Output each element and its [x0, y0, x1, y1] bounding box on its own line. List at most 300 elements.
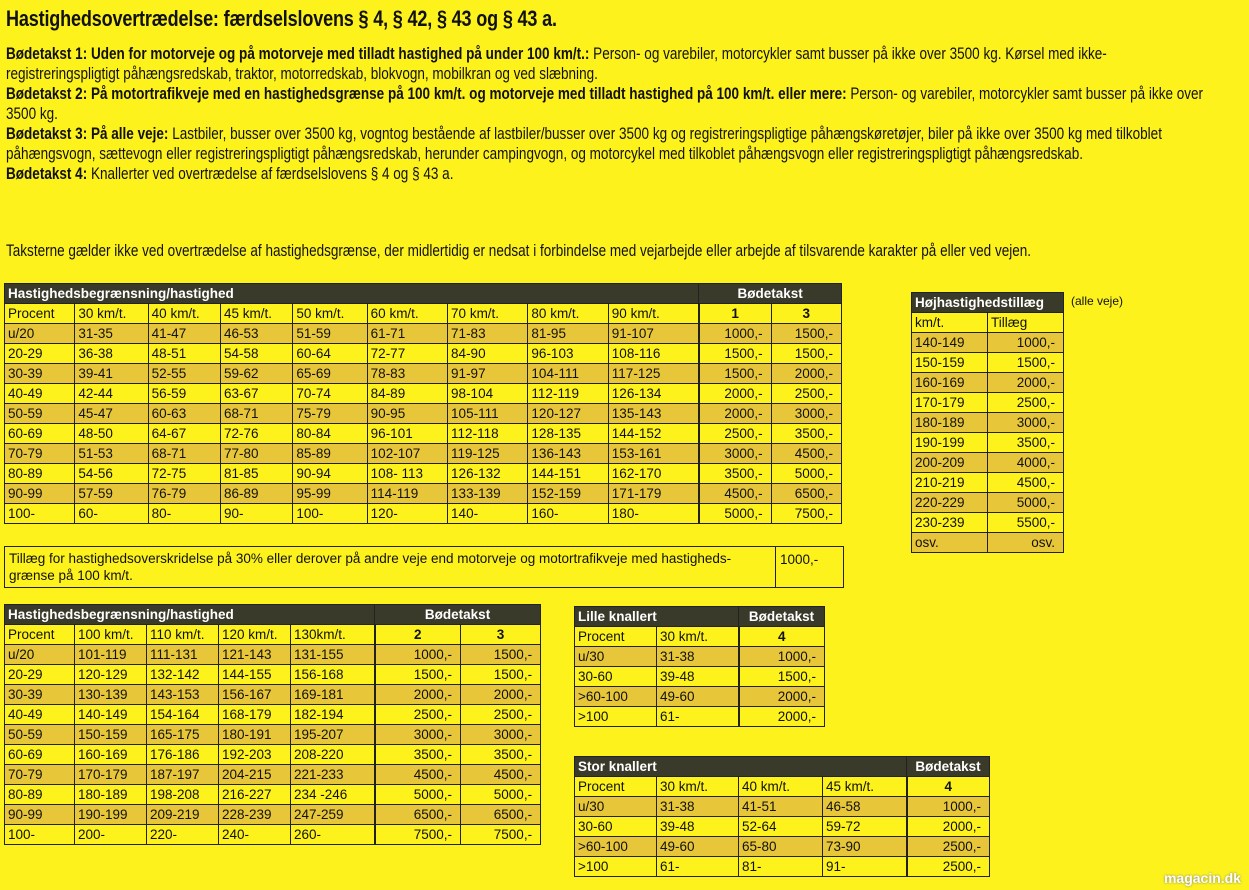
hoj-cell: 200-209: [912, 453, 988, 473]
stor-row: [575, 857, 990, 877]
table2-cell: 247-259: [291, 805, 375, 825]
table1-cell: 84-90: [448, 344, 528, 364]
table2-cell: 7500,-: [375, 825, 461, 845]
table1-cell: 20-29: [5, 344, 75, 364]
table1-cell: 114-119: [367, 484, 447, 504]
table1-cell: 42-44: [75, 384, 148, 404]
hoj-cell: 5500,-: [988, 513, 1064, 533]
table1-cell: 112-119: [528, 384, 608, 404]
stor-cell: 39-48: [657, 817, 739, 837]
lille-cell: 1000,-: [739, 647, 825, 667]
table2-cell: u/20: [5, 645, 75, 665]
table2-cell: 221-233: [291, 765, 375, 785]
table1-cell: 144-152: [608, 424, 698, 444]
table1-cell: 7500,-: [771, 504, 841, 524]
lille-col-0: Procent: [575, 627, 657, 647]
table2-row: [5, 645, 541, 665]
table2-cell: 140-149: [75, 705, 147, 725]
hoj-col-1: Tillæg: [988, 313, 1064, 333]
table2-cell: 3000,-: [375, 725, 461, 745]
table2-col-0: Procent: [5, 625, 75, 645]
stor-cell: 41-51: [739, 797, 823, 817]
table1-cell: 91-107: [608, 324, 698, 344]
hoj-row: [912, 393, 1064, 413]
stor-header-row: [575, 757, 990, 777]
table1-col-8: 90 km/t.: [608, 304, 698, 324]
table1-cell: 68-71: [148, 444, 220, 464]
table1-cell: 5000,-: [771, 464, 841, 484]
table1-cell: 90-95: [367, 404, 447, 424]
surcharge-box: [4, 546, 844, 588]
table2-cell: 220-: [147, 825, 219, 845]
table1-cell: 80-89: [5, 464, 75, 484]
hoj-cell: 3500,-: [988, 433, 1064, 453]
table1-col-2: 40 km/t.: [148, 304, 220, 324]
table1-cell: 80-: [148, 504, 220, 524]
table1-cell: 60-: [75, 504, 148, 524]
lille-cell: 2000,-: [739, 687, 825, 707]
table2-row: [5, 665, 541, 685]
stor-cell: 52-64: [739, 817, 823, 837]
lille-cell: 61-: [657, 707, 739, 727]
table1-cell: 1000,-: [699, 324, 771, 344]
table1-cell: 2000,-: [771, 364, 841, 384]
table1-cell: 72-77: [367, 344, 447, 364]
hoj-row: [912, 353, 1064, 373]
table2-cell: 5000,-: [375, 785, 461, 805]
table2-header-row: [5, 605, 541, 625]
hoj-cell: 220-229: [912, 493, 988, 513]
table1-cell: 100-: [293, 504, 367, 524]
table1-cell: 90-99: [5, 484, 75, 504]
table2-col-3: 120 km/t.: [219, 625, 291, 645]
table2-cell: 144-155: [219, 665, 291, 685]
table1-cell: 171-179: [608, 484, 698, 504]
table1-cell: 51-53: [75, 444, 148, 464]
table1-cell: 104-111: [528, 364, 608, 384]
table1-cell: 31-35: [75, 324, 148, 344]
table2-header-right: Bødetakst: [375, 605, 541, 625]
hoj-cell: 2000,-: [988, 373, 1064, 393]
table1-cell: 54-58: [221, 344, 293, 364]
table2-cell: 50-59: [5, 725, 75, 745]
table1-cell: 108- 113: [367, 464, 447, 484]
hoj-cell: 4500,-: [988, 473, 1064, 493]
table1-cell: 96-101: [367, 424, 447, 444]
table1-col-4: 50 km/t.: [293, 304, 367, 324]
table2-cell: 169-181: [291, 685, 375, 705]
table2-cell: 156-168: [291, 665, 375, 685]
stor-cell: 59-72: [823, 817, 907, 837]
lille-cell: u/30: [575, 647, 657, 667]
table1-col-10: 3: [771, 304, 841, 324]
table1-row: [5, 364, 842, 384]
table1-cell: 52-55: [148, 364, 220, 384]
table2-cell: 190-199: [75, 805, 147, 825]
table1-cell: 128-135: [528, 424, 608, 444]
stor-cell: 46-58: [823, 797, 907, 817]
lille-header-row: [575, 607, 825, 627]
lille-header-left: Lille knallert: [575, 607, 739, 627]
lille-cell: >100: [575, 707, 657, 727]
table1-cell: 70-79: [5, 444, 75, 464]
stor-cell: 2500,-: [907, 857, 990, 877]
table1-cell: 3000,-: [699, 444, 771, 464]
lille-row: [575, 647, 825, 667]
table2-cell: 6500,-: [375, 805, 461, 825]
table2-row: [5, 825, 541, 845]
table1-cell: 59-62: [221, 364, 293, 384]
table1-cell: 63-67: [221, 384, 293, 404]
table1-header-left: Hastighedsbegrænsning/hastighed: [5, 284, 699, 304]
table1-cell: 64-67: [148, 424, 220, 444]
table2-cell: 160-169: [75, 745, 147, 765]
hoj-cell: 230-239: [912, 513, 988, 533]
table1-cell: 136-143: [528, 444, 608, 464]
lille-cell: 31-38: [657, 647, 739, 667]
table2-cell: 132-142: [147, 665, 219, 685]
hoj-cell: 2500,-: [988, 393, 1064, 413]
surcharge-value: 1000,-: [775, 547, 822, 587]
table1-cell: 46-53: [221, 324, 293, 344]
table1-cell: u/20: [5, 324, 75, 344]
table2-cell: 121-143: [219, 645, 291, 665]
intro-paragraph-3: [6, 124, 1220, 164]
table1-cell: 119-125: [448, 444, 528, 464]
intro-text-2: Person- og varebiler, motorcykler samt busser på ikke over 3500 kg.: [6, 85, 1204, 123]
table1-cell: 90-94: [293, 464, 367, 484]
table2-cell: 130-139: [75, 685, 147, 705]
table1-cell: 56-59: [148, 384, 220, 404]
hoj-cell: osv.: [988, 533, 1064, 553]
table1-cell: 39-41: [75, 364, 148, 384]
hoj-cell: 210-219: [912, 473, 988, 493]
hoj-cell: 140-149: [912, 333, 988, 353]
table1-cell: 54-56: [75, 464, 148, 484]
hoj-cell: 160-169: [912, 373, 988, 393]
table2-cell: 6500,-: [461, 805, 541, 825]
table2-cell: 20-29: [5, 665, 75, 685]
table1-col-5: 60 km/t.: [367, 304, 447, 324]
table1-cell: 86-89: [221, 484, 293, 504]
table2-row: [5, 705, 541, 725]
table2-cell: 4500,-: [375, 765, 461, 785]
table1-header-row: [5, 284, 842, 304]
table1-cell: 48-50: [75, 424, 148, 444]
table1-col-0: Procent: [5, 304, 75, 324]
table1-cell: 120-: [367, 504, 447, 524]
hoj-cell: 170-179: [912, 393, 988, 413]
table2-cell: 90-99: [5, 805, 75, 825]
table1-cell: 135-143: [608, 404, 698, 424]
table2-cell: 101-119: [75, 645, 147, 665]
table1-column-row: [5, 304, 842, 324]
table1-cell: 61-71: [367, 324, 447, 344]
hoj-header-row: [912, 293, 1064, 313]
table1-cell: 1500,-: [699, 364, 771, 384]
intro-text-4: Knallerter ved overtrædelse af færdselslovens § 4 og § 43 a.: [87, 165, 454, 183]
table1-cell: 1500,-: [699, 344, 771, 364]
surcharge-text: Tillæg for hastighedsoverskridelse på 30% eller derover på andre veje end motorveje og motortrafikveje med hastigheds-grænse på 100 km/t.: [9, 551, 732, 583]
intro-block: [6, 44, 1220, 184]
stor-cell: 31-38: [657, 797, 739, 817]
lille-column-row: [575, 627, 825, 647]
table1-cell: 77-80: [221, 444, 293, 464]
table2-col-6: 3: [461, 625, 541, 645]
table1-cell: 100-: [5, 504, 75, 524]
hoj-row: [912, 493, 1064, 513]
table2-cell: 260-: [291, 825, 375, 845]
table2-cell: 198-208: [147, 785, 219, 805]
table2-cell: 170-179: [75, 765, 147, 785]
hoj-cell: 3000,-: [988, 413, 1064, 433]
table1-cell: 126-134: [608, 384, 698, 404]
table1-cell: 36-38: [75, 344, 148, 364]
table1-cell: 95-99: [293, 484, 367, 504]
table1-cell: 102-107: [367, 444, 447, 464]
table1-cell: 3000,-: [771, 404, 841, 424]
note-line: Taksterne gælder ikke ved overtrædelse af hastighedsgrænse, der midlertidig er nedsat i forbindelse med vejarbejde eller arbejde af tilsvarende karakter på eller ved vejen.: [6, 242, 1032, 260]
watermark: magacin.dk: [1163, 870, 1241, 886]
table2-cell: 1500,-: [375, 665, 461, 685]
table2-col-2: 110 km/t.: [147, 625, 219, 645]
table2-cell: 4500,-: [461, 765, 541, 785]
table2-cell: 154-164: [147, 705, 219, 725]
table2-cell: 1500,-: [461, 665, 541, 685]
table1-cell: 60-63: [148, 404, 220, 424]
table2-cell: 228-239: [219, 805, 291, 825]
hoj-cell: 4000,-: [988, 453, 1064, 473]
table2-cell: 143-153: [147, 685, 219, 705]
hoj-cell: osv.: [912, 533, 988, 553]
table1-cell: 78-83: [367, 364, 447, 384]
hoj-cell: 190-199: [912, 433, 988, 453]
table2-cell: 156-167: [219, 685, 291, 705]
table1-cell: 75-79: [293, 404, 367, 424]
table1-cell: 162-170: [608, 464, 698, 484]
table2-cell: 100-: [5, 825, 75, 845]
table1-cell: 153-161: [608, 444, 698, 464]
stor-col-2: 40 km/t.: [739, 777, 823, 797]
stor-cell: 49-60: [657, 837, 739, 857]
table1-row: [5, 444, 842, 464]
stor-cell: 2500,-: [907, 837, 990, 857]
table1-row: [5, 384, 842, 404]
table2-row: [5, 765, 541, 785]
table1-cell: 91-97: [448, 364, 528, 384]
table1-cell: 152-159: [528, 484, 608, 504]
table1-cell: 50-59: [5, 404, 75, 424]
table1-cell: 85-89: [293, 444, 367, 464]
table1-cell: 3500,-: [699, 464, 771, 484]
table2-cell: 60-69: [5, 745, 75, 765]
table2-cell: 240-: [219, 825, 291, 845]
hoj-cell: 1000,-: [988, 333, 1064, 353]
table2-cell: 195-207: [291, 725, 375, 745]
table2-cell: 168-179: [219, 705, 291, 725]
table2-cell: 180-191: [219, 725, 291, 745]
table2-cell: 2500,-: [375, 705, 461, 725]
stor-cell: >100: [575, 857, 657, 877]
table1-cell: 2500,-: [699, 424, 771, 444]
table1-cell: 30-39: [5, 364, 75, 384]
table1-cell: 117-125: [608, 364, 698, 384]
table2-cell: 204-215: [219, 765, 291, 785]
small-moped-table: [574, 606, 825, 727]
intro-label-2: Bødetakst 2: På motortrafikveje med en hastighedsgrænse på 100 km/t. og motorveje med tilladt hastighed på 100 km/t. eller mere:: [6, 85, 847, 103]
table2-row: [5, 725, 541, 745]
table1-cell: 180-: [608, 504, 698, 524]
intro-paragraph-2: [6, 84, 1220, 124]
table1-cell: 2000,-: [699, 404, 771, 424]
hoj-row: [912, 373, 1064, 393]
table1-row: [5, 504, 842, 524]
table2-cell: 176-186: [147, 745, 219, 765]
table1-cell: 71-83: [448, 324, 528, 344]
table1-cell: 65-69: [293, 364, 367, 384]
table2-cell: 150-159: [75, 725, 147, 745]
hoj-cell: 1500,-: [988, 353, 1064, 373]
table1-cell: 6500,-: [771, 484, 841, 504]
table2-cell: 187-197: [147, 765, 219, 785]
table2-col-1: 100 km/t.: [75, 625, 147, 645]
table2-row: [5, 805, 541, 825]
table2-cell: 180-189: [75, 785, 147, 805]
table1-cell: 81-95: [528, 324, 608, 344]
hoj-row: [912, 433, 1064, 453]
hoj-row: [912, 533, 1064, 553]
table1-cell: 112-118: [448, 424, 528, 444]
table1-cell: 76-79: [148, 484, 220, 504]
stor-row: [575, 817, 990, 837]
intro-label-3: Bødetakst 3: På alle veje:: [6, 125, 169, 143]
table2-cell: 216-227: [219, 785, 291, 805]
intro-label-1: Bødetakst 1: Uden for motorveje og på motorveje med tilladt hastighed på under 100 km/t.:: [6, 45, 590, 63]
table1-col-7: 80 km/t.: [528, 304, 608, 324]
table1-cell: 84-89: [367, 384, 447, 404]
table2-cell: 1500,-: [461, 645, 541, 665]
table1-cell: 108-116: [608, 344, 698, 364]
table1-cell: 5000,-: [699, 504, 771, 524]
lille-cell: 1500,-: [739, 667, 825, 687]
table1-cell: 126-132: [448, 464, 528, 484]
table1-row: [5, 344, 842, 364]
table2-cell: 208-220: [291, 745, 375, 765]
table1-cell: 60-69: [5, 424, 75, 444]
intro-label-4: Bødetakst 4:: [6, 165, 88, 183]
lille-cell: 49-60: [657, 687, 739, 707]
table1-cell: 144-151: [528, 464, 608, 484]
table1-cell: 98-104: [448, 384, 528, 404]
stor-col-0: Procent: [575, 777, 657, 797]
table2-cell: 40-49: [5, 705, 75, 725]
table1-cell: 72-76: [221, 424, 293, 444]
table2-row: [5, 685, 541, 705]
table1-cell: 2000,-: [699, 384, 771, 404]
table1-cell: 1500,-: [771, 324, 841, 344]
hoj-cell: 150-159: [912, 353, 988, 373]
table1-col-9: 1: [699, 304, 771, 324]
stor-cell: 30-60: [575, 817, 657, 837]
table1-col-6: 70 km/t.: [448, 304, 528, 324]
table1-cell: 60-64: [293, 344, 367, 364]
table1-cell: 1500,-: [771, 344, 841, 364]
stor-cell: 81-: [739, 857, 823, 877]
table1-header-right: Bødetakst: [699, 284, 842, 304]
speed-table-1: [4, 283, 842, 524]
stor-cell: 61-: [657, 857, 739, 877]
table1-cell: 48-51: [148, 344, 220, 364]
hoj-row: [912, 333, 1064, 353]
table1-row: [5, 464, 842, 484]
stor-cell: 2000,-: [907, 817, 990, 837]
table2-cell: 3500,-: [375, 745, 461, 765]
table2-col-4: 130km/t.: [291, 625, 375, 645]
table1-cell: 41-47: [148, 324, 220, 344]
table1-cell: 140-: [448, 504, 528, 524]
stor-cell: u/30: [575, 797, 657, 817]
intro-paragraph-1: [6, 44, 1220, 84]
lille-cell: 2000,-: [739, 707, 825, 727]
table2-col-5: 2: [375, 625, 461, 645]
intro-text-1: Person- og varebiler, motorcykler samt busser på ikke over 3500 kg. Kørsel med ikke-registreringspligtigt påhængsredskab, traktor, motorredskab, blokvogn, mobilkran og ved slæbning.: [6, 45, 1107, 83]
hoj-header: Højhastighedstillæg: [912, 293, 1064, 313]
table2-cell: 2500,-: [461, 705, 541, 725]
table1-cell: 105-111: [448, 404, 528, 424]
hoj-row: [912, 473, 1064, 493]
table2-cell: 80-89: [5, 785, 75, 805]
table2-cell: 192-203: [219, 745, 291, 765]
hoj-cell: 5000,-: [988, 493, 1064, 513]
lille-col-2: 4: [739, 627, 825, 647]
table1-cell: 80-84: [293, 424, 367, 444]
stor-col-3: 45 km/t.: [823, 777, 907, 797]
stor-row: [575, 797, 990, 817]
table1-cell: 3500,-: [771, 424, 841, 444]
table1-col-1: 30 km/t.: [75, 304, 148, 324]
table1-cell: 90-: [221, 504, 293, 524]
hoj-row: [912, 453, 1064, 473]
stor-cell: 1000,-: [907, 797, 990, 817]
stor-header-left: Stor knallert: [575, 757, 907, 777]
high-speed-table: [911, 292, 1064, 553]
table2-cell: 1000,-: [375, 645, 461, 665]
table1-cell: 2500,-: [771, 384, 841, 404]
table2-cell: 234 -246: [291, 785, 375, 805]
hoj-row: [912, 513, 1064, 533]
table1-cell: 72-75: [148, 464, 220, 484]
table2-cell: 7500,-: [461, 825, 541, 845]
table1-row: [5, 424, 842, 444]
intro-text-3: Lastbiler, busser over 3500 kg, vogntog bestående af lastbiler/busser over 3500 kg og registreringspligtige påhængskøretøjer, biler på ikke over 3500 kg med tilkoblet påhængsvogn, sættevogn eller registreringspligtigt påhængsredskab, herunder campingvogn, og motorcykel med tilkoblet påhængsvogn eller registreringspligtigt påhængsredskab.: [6, 125, 1162, 163]
table1-row: [5, 484, 842, 504]
table1-cell: 70-74: [293, 384, 367, 404]
table2-cell: 120-129: [75, 665, 147, 685]
table1-row: [5, 404, 842, 424]
stor-cell: 65-80: [739, 837, 823, 857]
hoj-column-row: [912, 313, 1064, 333]
table1-cell: 68-71: [221, 404, 293, 424]
table1-cell: 96-103: [528, 344, 608, 364]
table2-cell: 111-131: [147, 645, 219, 665]
lille-cell: >60-100: [575, 687, 657, 707]
table2-cell: 131-155: [291, 645, 375, 665]
stor-col-1: 30 km/t.: [657, 777, 739, 797]
lille-row: [575, 707, 825, 727]
table1-cell: 45-47: [75, 404, 148, 424]
table1-row: [5, 324, 842, 344]
table2-cell: 5000,-: [461, 785, 541, 805]
